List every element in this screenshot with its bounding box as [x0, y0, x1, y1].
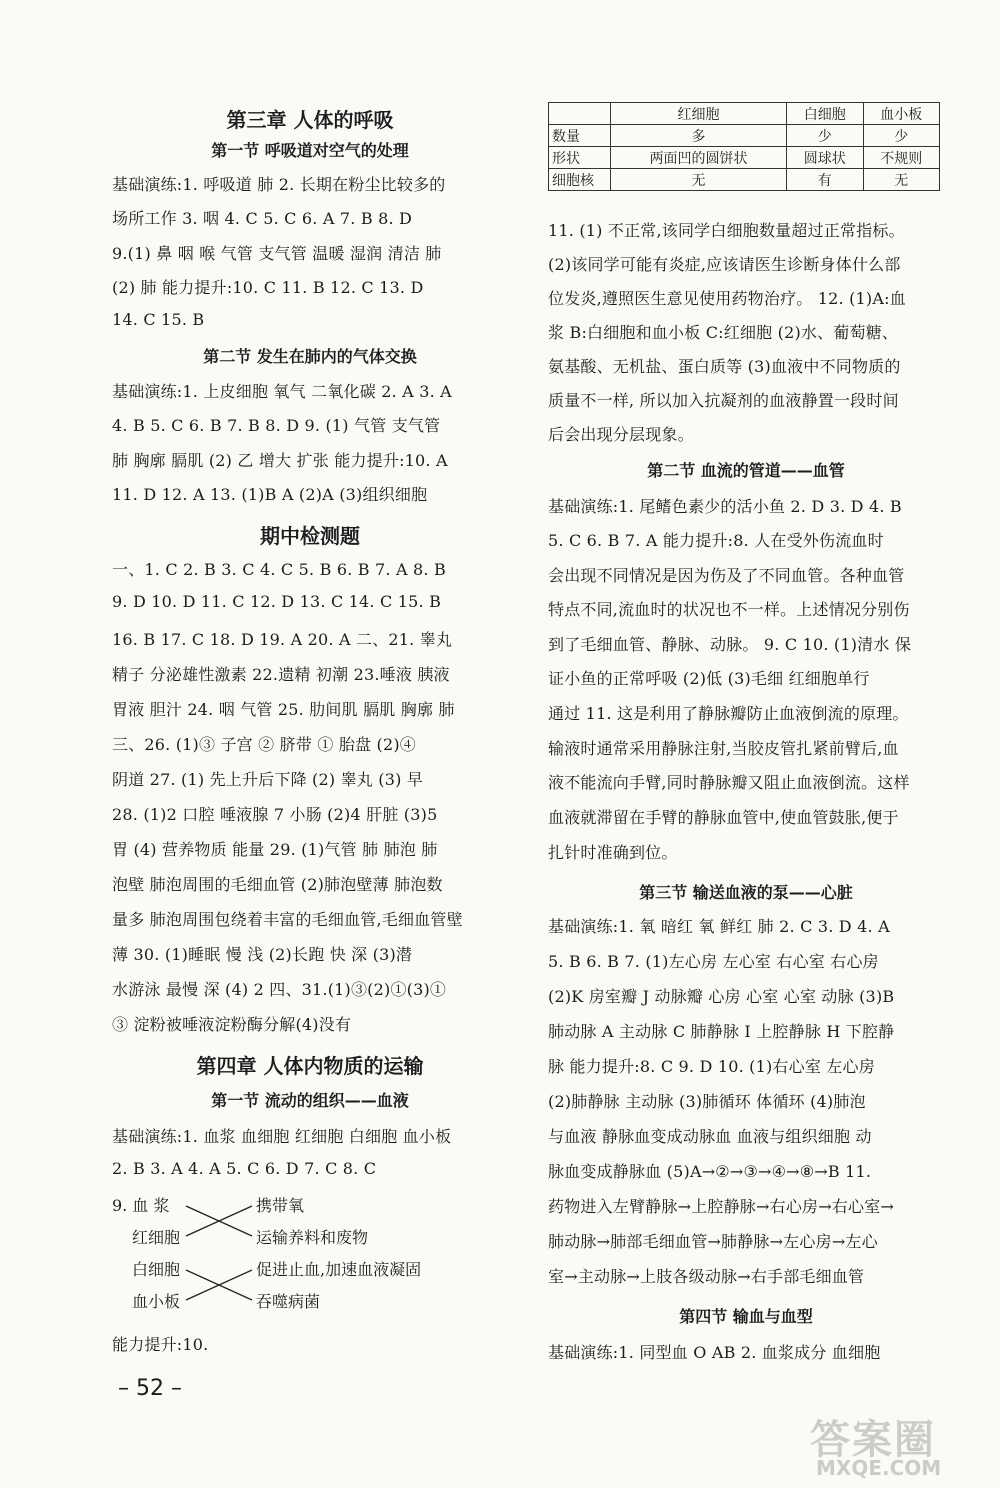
match-right-item: 吞噬病菌: [256, 1292, 321, 1311]
section-title: 第一节 流动的组织——血液: [211, 1091, 409, 1110]
table-cell: 数量: [549, 125, 611, 147]
table-cell: 有: [787, 169, 863, 191]
text-line: 4. B 5. C 6. B 7. B 8. D 9. (1) 气管 支气管: [112, 416, 441, 435]
section-title: 第三节 输送血液的泵——心脏: [639, 883, 853, 902]
chapter3-title: 第三章 人体的呼吸: [226, 108, 394, 132]
table-row: [549, 147, 940, 169]
table-cell: 无: [863, 169, 939, 191]
match-left-item: 红细胞: [132, 1228, 181, 1247]
text-line: (2) 肺 能力提升:10. C 11. B 12. C 13. D: [112, 278, 424, 297]
table-cell: 细胞核: [549, 169, 611, 191]
text-line: 会出现不同情况是因为伤及了不同血管。各种血管: [548, 566, 905, 585]
text-line: 基础演练:1. 呼吸道 肺 2. 长期在粉尘比较多的: [112, 175, 446, 194]
text-line: 基础演练:1. 尾鳍色素少的活小鱼 2. D 3. D 4. B: [548, 497, 902, 516]
text-line: 到了毛细血管、静脉、动脉。 9. C 10. (1)清水 保: [548, 635, 912, 654]
text-line: 阴道 27. (1) 先上升后下降 (2) 睾丸 (3) 早: [112, 770, 424, 789]
text-line: 脉血变成静脉血 (5)A→②→③→④→⑧→B 11.: [548, 1162, 872, 1181]
text-line: 9.(1) 鼻 咽 喉 气管 支气管 温暖 湿润 清洁 肺: [112, 244, 442, 263]
table-cell: 白细胞: [787, 103, 863, 125]
text-line: 脉 能力提升:8. C 9. D 10. (1)右心室 左心房: [548, 1057, 875, 1076]
match-left-item: 血小板: [132, 1292, 181, 1311]
table-cell: 两面凹的圆饼状: [611, 147, 787, 169]
text-line: 基础演练:1. 血浆 血细胞 红细胞 白细胞 血小板: [112, 1127, 452, 1146]
text-line: 5. B 6. B 7. (1)左心房 左心室 右心室 右心房: [548, 952, 879, 971]
text-line: 泡壁 肺泡周围的毛细血管 (2)肺泡壁薄 肺泡数: [112, 875, 443, 894]
text-line: (2)该同学可能有炎症,应该请医生诊断身体什么部: [548, 255, 901, 274]
text-line: 能力提升:10.: [112, 1335, 209, 1354]
page-number: – 52 –: [118, 1376, 182, 1401]
text-line: 液不能流向手臂,同时静脉瓣又阻止血液倒流。这样: [548, 773, 910, 792]
text-line: 药物进入左臂静脉→上腔静脉→右心房→右心室→: [548, 1197, 895, 1216]
text-line: 薄 30. (1)睡眠 慢 浅 (2)长跑 快 深 (3)潜: [112, 945, 413, 964]
watermark-url: MXQE.COM: [816, 1456, 942, 1480]
text-line: 质量不一样, 所以加入抗凝剂的血液静置一段时间: [548, 391, 899, 410]
table-cell: 不规则: [863, 147, 939, 169]
match-left-item: 白细胞: [132, 1260, 181, 1279]
text-line: (2)K 房室瓣 J 动脉瓣 心房 心室 心室 动脉 (3)B: [548, 987, 895, 1006]
chapter4-title: 第四章 人体内物质的运输: [196, 1054, 424, 1078]
section-title: 第一节 呼吸道对空气的处理: [211, 141, 409, 160]
text-line: 三、26. (1)③ 子宫 ② 脐带 ① 胎盘 (2)④: [112, 735, 416, 754]
match-right-item: 运输养料和废物: [256, 1228, 369, 1247]
section-title: 第四节 输血与血型: [679, 1307, 813, 1326]
section-title: 第二节 血流的管道——血管: [647, 461, 845, 480]
text-line: 2. B 3. A 4. A 5. C 6. D 7. C 8. C: [112, 1159, 377, 1178]
text-line: 基础演练:1. 上皮细胞 氧气 二氧化碳 2. A 3. A: [112, 382, 452, 401]
table-cell: 无: [611, 169, 787, 191]
text-line: 量多 肺泡周围包绕着丰富的毛细血管,毛细血管壁: [112, 910, 463, 929]
text-line: 5. C 6. B 7. A 能力提升:8. 人在受外伤流血时: [548, 531, 884, 550]
text-line: 基础演练:1. 同型血 O AB 2. 血浆成分 血细胞: [548, 1343, 881, 1362]
blood-cells-table: [548, 102, 940, 191]
table-cell: 圆球状: [787, 147, 863, 169]
text-line: 肺动脉 A 主动脉 C 肺静脉 I 上腔静脉 H 下腔静: [548, 1022, 895, 1041]
text-line: 位发炎,遵照医生意见使用药物治疗。 12. (1)A:血: [548, 289, 906, 308]
text-line: 室→主动脉→上肢各级动脉→右手部毛细血管: [548, 1267, 865, 1286]
midterm-title: 期中检测题: [260, 524, 360, 548]
table-cell: 形状: [549, 147, 611, 169]
text-line: 16. B 17. C 18. D 19. A 20. A 二、21. 睾丸: [112, 630, 453, 649]
text-line: 血液就滞留在手臂的静脉血管中,使血管鼓胀,便于: [548, 808, 899, 827]
text-line: 扎针时准确到位。: [548, 843, 678, 862]
text-line: 精子 分泌雄性激素 22.遗精 初潮 23.唾液 胰液: [112, 665, 450, 684]
text-line: 场所工作 3. 咽 4. C 5. C 6. A 7. B 8. D: [112, 209, 413, 228]
text-line: 浆 B:白细胞和血小板 C:红细胞 (2)水、葡萄糖、: [548, 323, 899, 342]
text-line: 后会出现分层现象。: [548, 425, 694, 444]
text-line: 9. D 10. D 11. C 12. D 13. C 14. C 15. B: [112, 592, 442, 611]
watermark-text: 答案圈: [810, 1417, 936, 1463]
text-line: ③ 淀粉被唾液淀粉酶分解(4)没有: [112, 1015, 352, 1034]
text-line: 证小鱼的正常呼吸 (2)低 (3)毛细 红细胞单行: [548, 669, 870, 688]
text-line: 胃液 胆汁 24. 咽 气管 25. 肋间肌 膈肌 胸廓 肺: [112, 700, 455, 719]
text-line: 一、1. C 2. B 3. C 4. C 5. B 6. B 7. A 8. B: [112, 560, 446, 579]
match-right-item: 携带氧: [256, 1196, 305, 1215]
text-line: 胃 (4) 营养物质 能量 29. (1)气管 肺 肺泡 肺: [112, 840, 438, 859]
text-line: 水游泳 最慢 深 (4) 2 四、31.(1)③(2)①(3)①: [112, 980, 447, 999]
text-line: 11. D 12. A 13. (1)B A (2)A (3)组织细胞: [112, 485, 428, 504]
table-cell: [549, 103, 611, 125]
section-title: 第二节 发生在肺内的气体交换: [203, 347, 417, 366]
table-row: [549, 169, 940, 191]
text-line: 28. (1)2 口腔 唾液腺 7 小肠 (2)4 肝脏 (3)5: [112, 805, 438, 824]
text-line: 肺 胸廓 膈肌 (2) 乙 增大 扩张 能力提升:10. A: [112, 451, 448, 470]
text-line: 14. C 15. B: [112, 310, 205, 329]
table-cell: 血小板: [863, 103, 939, 125]
table-cell: 少: [787, 125, 863, 147]
text-line: 氨基酸、无机盐、蛋白质等 (3)血液中不同物质的: [548, 357, 901, 376]
text-line: 肺动脉→肺部毛细血管→肺静脉→左心房→左心: [548, 1232, 878, 1251]
text-line: 特点不同,流血时的状况也不一样。上述情况分别伤: [548, 600, 910, 619]
table-cell: 红细胞: [611, 103, 787, 125]
match-left-item: 9. 血 浆: [112, 1196, 170, 1215]
text-line: 11. (1) 不正常,该同学白细胞数量超过正常指标。: [548, 221, 905, 240]
table-row: [549, 125, 940, 147]
text-line: (2)肺静脉 主动脉 (3)肺循环 体循环 (4)肺泡: [548, 1092, 866, 1111]
table-row: [549, 103, 940, 125]
matching-diagram: [112, 1188, 508, 1338]
text-line: 与血液 静脉血变成动脉血 血液与组织细胞 动: [548, 1127, 872, 1146]
text-line: 输液时通常采用静脉注射,当胶皮管扎紧前臂后,血: [548, 739, 899, 758]
watermark-logo: [800, 1408, 990, 1484]
match-lines: [112, 1188, 508, 1338]
text-line: 基础演练:1. 氧 暗红 氧 鲜红 肺 2. C 3. D 4. A: [548, 917, 890, 936]
text-line: 通过 11. 这是利用了静脉瓣防止血液倒流的原理。: [548, 704, 909, 723]
match-right-item: 促进止血,加速血液凝固: [256, 1260, 422, 1279]
table-cell: 少: [863, 125, 939, 147]
table-cell: 多: [611, 125, 787, 147]
